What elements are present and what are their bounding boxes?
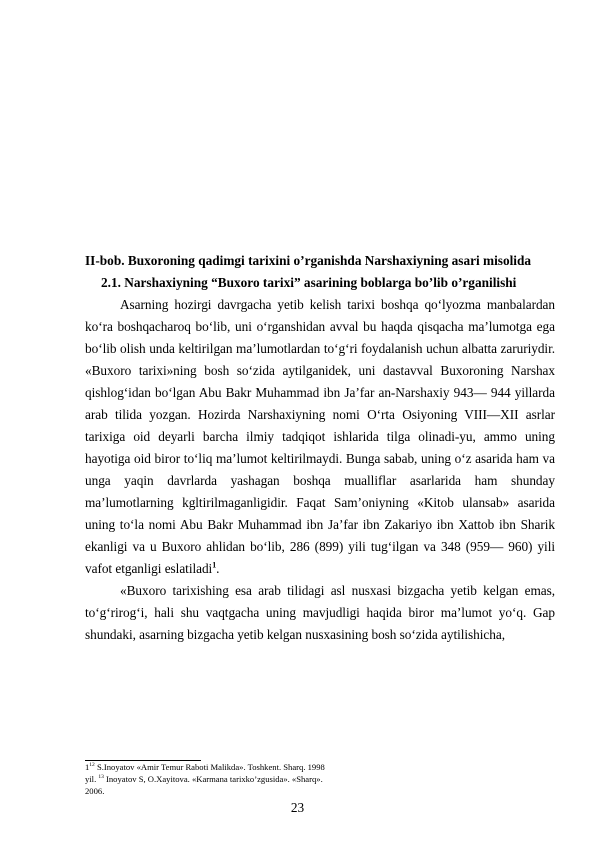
page-content [85, 250, 555, 646]
footnote-text-3: Inoyatov S, O.Xayitova. «Karmana tarixko’zgusida». «Sharq». [103, 774, 323, 784]
paragraph-1: Asarning hozirgi davrgacha yetib kelish tarixi boshqa qo‘lyozma manbalardan ko‘ra boshqacharoq bo‘lib, uni o‘rganshidan avval bu haqda qisqacha ma’lumotga ega bo‘lib olish unda keltirilgan ma’lumotlardan to‘g‘ri foydalanish uchun albatta zaruriydir. «Buxoro tarixi»ning bosh so‘zida aytilganidek, uni dastavval Buxoroning Narshax qishlog‘idan bo‘lgan Abu Bakr Muhammad ibn Ja’far an-Narshaxiy 943— 944 yillarda arab tilida yozgan. Hozirda Narshaxiyning nomi O‘rta Osiyoning VIII—XII asrlar tarixiga oid deyarli barcha ilmiy tadqiqot ishlarida tilga olinadi-yu, ammo uning hayotiga oid biror to‘liq ma’lumot keltirilmaydi. Bunga sabab, uning o‘z asarida ham va unga yaqin davrlarda yashagan boshqa mualliflar asarlarida ham shunday ma’lumotlarning kgltirilmaganligidir. Faqat Sam’oniyning «Kitob ulansab» asarida uning to‘la nomi Abu Bakr Muhammad ibn Ja’far ibn Zakariyo ibn Xattob ibn Sharik ekanligi va u Buxoro ahlidan bo‘lib, 286 (899) yili tug‘ilgan va 348 (959— 960) yili vafot etganligi eslatiladi$^1$. [85, 297, 555, 576]
footnote-sup-12: 12 [89, 762, 95, 769]
chapter-heading: II-bob. Buxoroning qadimgi tarixini o’rganishda Narshaxiyning asari misolida [85, 253, 532, 268]
footnote [85, 761, 415, 797]
paragraph-2: «Buxoro tarixishing esa arab tilidagi asl nusxasi bizgacha yetib kelgan emas, to‘g‘rirog‘i, hali shu vaqtgacha uning mavjudligi haqida biror ma’lumot yo‘q. Gap shundaki, asarning bizgacha yetib kelgan nusxasining bosh so‘zida aytilishicha, [85, 583, 555, 642]
footnote-text-1: S.Inoyatov «Amir Temur Raboti Malikda». Toshkent. Sharq. 1998 [94, 762, 325, 772]
section-heading: 2.1. Narshaxiyning “Buxoro tarixi” asarining boblarga bo’lib o’rganilishi [101, 275, 517, 290]
footnote-text-4: 2006. [85, 786, 105, 796]
footnote-text-2: yil. [85, 774, 99, 784]
footnote-sup-13: 13 [98, 774, 104, 781]
paragraph-1-text: Asarning hozirgi davrgacha yetib kelish tarixi boshqa qo‘lyozma manbalardan ko‘ra boshqacharoq bo‘lib, uni o‘rganshidan avval bu haqda qisqacha ma’lumotga ega bo‘lib olish unda keltirilgan ma’lumotlardan to‘g‘ri foydalanish uchun albatta zaruriydir. «Buxoro tarixi»ning bosh so‘zida aytilganidek, uni dastavval Buxoroning Narshax qishlog‘idan bo‘lgan Abu Bakr Muhammad ibn Ja’far an-Narshaxiy 943— 944 yillarda arab tilida yozgan. Hozirda Narshaxiyning nomi O‘rta Osiyoning VIII—XII asrlar tarixiga oid deyarli barcha ilmiy tadqiqot ishlarida tilga olinadi-yu, ammo uning hayotiga oid biror to‘liq ma’lumot keltirilmaydi. Bunga sabab, uning o‘z asarida ham va unga yaqin davrlarda yashagan boshqa mualliflar asarlarida ham shunday ma’lumotlarning kgltirilmaganligidir. Faqat Sam’oniyning «Kitob ulansab» asarida uning to‘la nomi Abu Bakr Muhammad ibn Ja’far ibn Zakariyo ibn Xattob ibn Sharik ekanligi va u Buxoro ahlidan bo‘lib, 286 (899) yili tug‘ilgan va 348 (959— 960) yili vafot etganligi eslatiladi [85, 297, 555, 576]
footnote-reference[interactable]: 1 [212, 560, 217, 570]
page-number: 23 [290, 800, 305, 815]
footnote-number: 1 [85, 762, 90, 772]
